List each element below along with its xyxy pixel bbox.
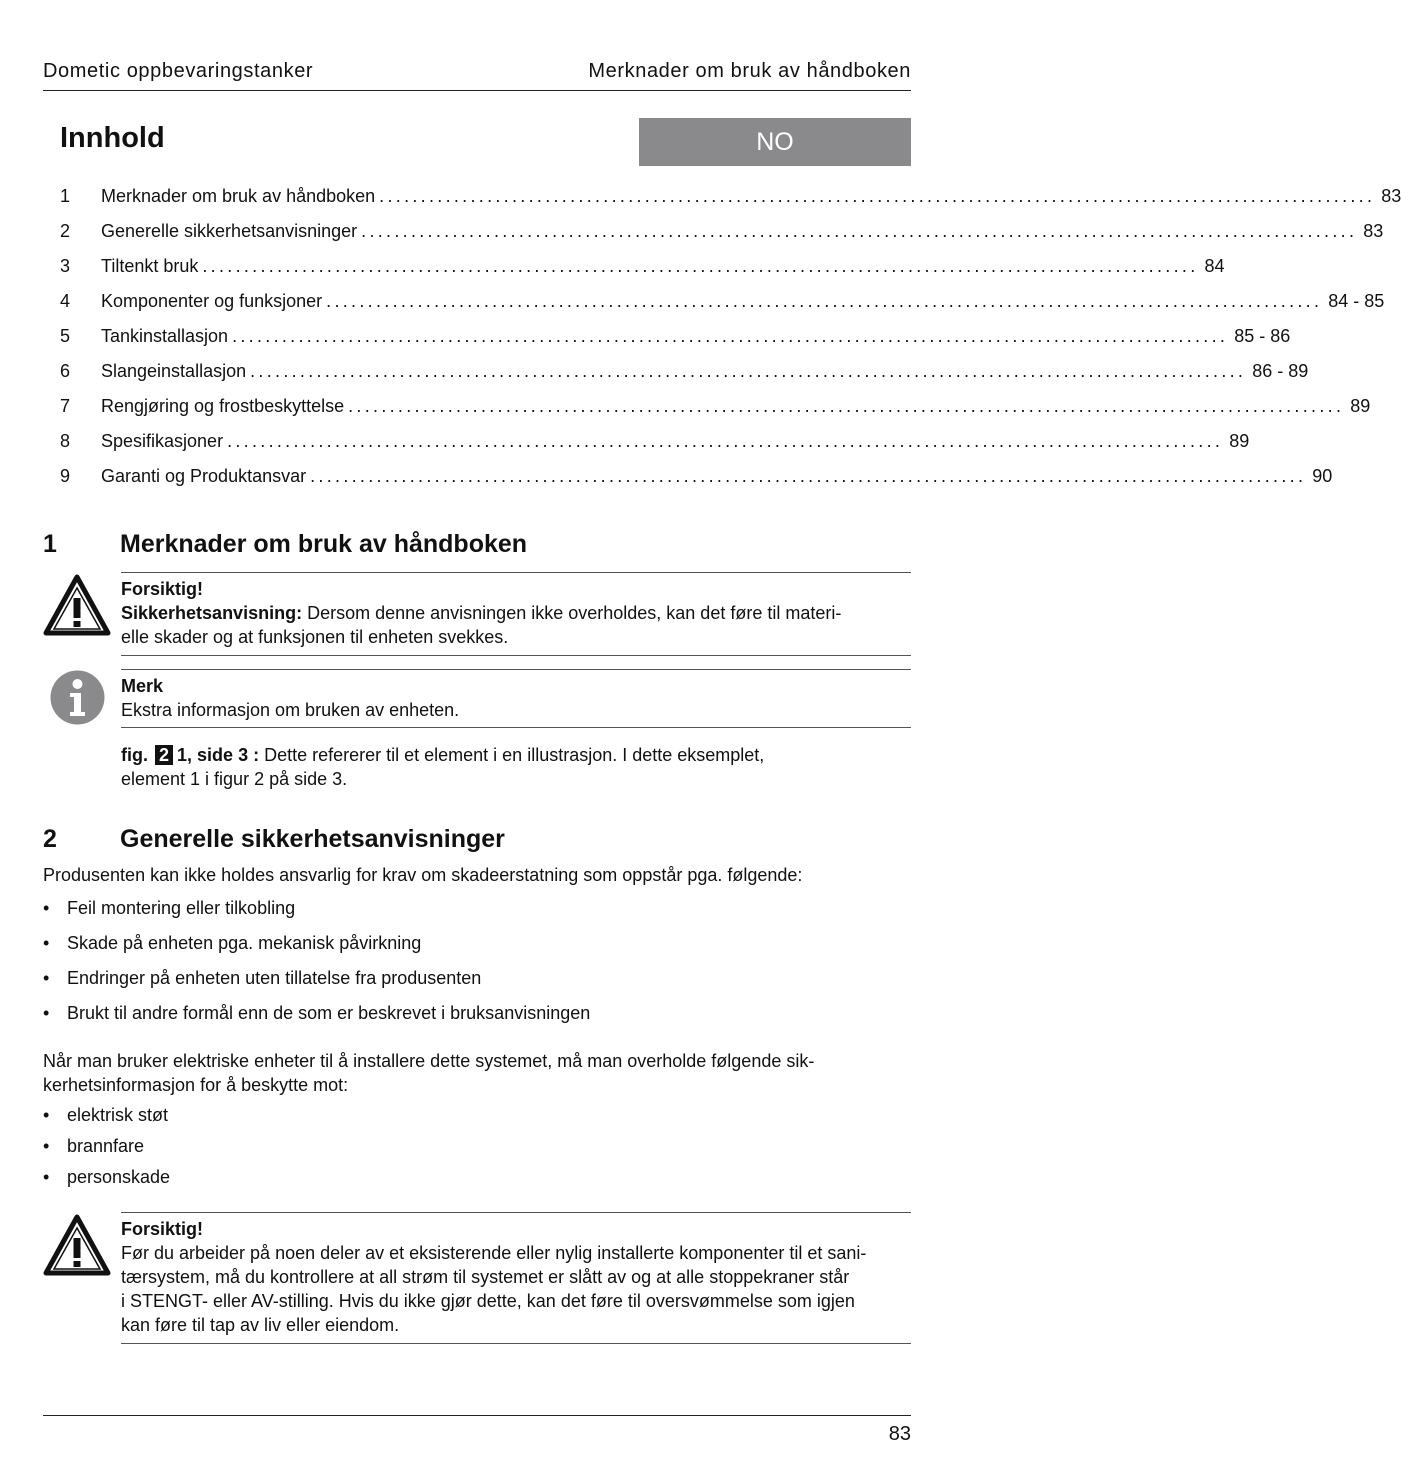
caution-bottom-rule [121, 1343, 911, 1344]
section-2-intro: Produsenten kan ikke holdes ansvarlig for krav om skadeerstatning som oppstår pga. følgende: [43, 865, 803, 885]
caution-text: Dersom denne anvisningen ikke overholdes, kan det føre til materi- [302, 603, 842, 623]
note-bottom-rule [121, 727, 911, 728]
language-tag: NO [639, 118, 911, 166]
caution-heading: Forsiktig! [121, 1219, 204, 1239]
electrical-safety-paragraph [43, 1049, 911, 1097]
toc-entry-page: 90 [1312, 466, 1333, 486]
fig-text: Dette refererer til et element i en illustrasjon. I dette eksemplet, [259, 745, 765, 765]
toc-entry-number: 8 [60, 431, 71, 451]
figure-reference-explanation [121, 743, 911, 791]
toc-leader-dots: ........................................................................................................................ [379, 186, 1376, 206]
list-item: • Endringer på enheten uten tillatelse fra produsenten [43, 968, 590, 1003]
caution-heading: Forsiktig! [121, 579, 204, 599]
section-2-heading [43, 825, 911, 855]
toc-title: Innhold [60, 122, 165, 154]
toc-entry-number: 2 [60, 221, 71, 241]
caution-text-line: Før du arbeider på noen deler av et eksisterende eller nylig installerte komponenter til et sani- [121, 1243, 867, 1263]
toc-leader-dots: ........................................................................................................................ [232, 326, 1229, 346]
toc-entry-number: 7 [60, 396, 71, 416]
list-item: • personskade [43, 1167, 170, 1198]
section-2-title: Generelle sikkerhetsanvisninger [120, 825, 505, 853]
toc-entry[interactable] [60, 221, 1384, 256]
liability-list [43, 898, 590, 1038]
caution-top-rule [121, 1212, 911, 1213]
toc-entry-page: 83 [1381, 186, 1401, 206]
toc-leader-dots: ........................................................................................................................ [361, 221, 1358, 241]
toc-entry-number: 5 [60, 326, 71, 346]
section-1-heading [43, 530, 911, 560]
caution-text-line: kan føre til tap av liv eller eiendom. [121, 1315, 400, 1335]
header-section-title: Merknader om bruk av håndboken [588, 60, 911, 82]
info-icon [50, 670, 105, 725]
section-1-title: Merknader om bruk av håndboken [120, 530, 528, 558]
list-item: • Feil montering eller tilkobling [43, 898, 590, 933]
toc-entry[interactable] [60, 361, 1309, 396]
toc-entry[interactable] [60, 291, 1385, 326]
note-text: Ekstra informasjon om bruken av enheten. [121, 700, 460, 720]
toc-entry-label: Slangeinstallasjon [101, 361, 247, 381]
warning-triangle-icon [43, 574, 111, 636]
list-item: • Brukt til andre formål enn de som er beskrevet i bruksanvisningen [43, 1003, 590, 1038]
toc-leader-dots: ........................................................................................................................ [348, 396, 1345, 416]
caution-text-line: tærsystem, må du kontrollere at all strøm til systemet er slått av og at alle stoppekraner står [121, 1267, 850, 1287]
toc-entry-label: Tiltenkt bruk [101, 256, 199, 276]
toc-entry[interactable] [60, 326, 1291, 361]
section-2-number: 2 [43, 825, 57, 853]
fig-text-line: element 1 i figur 2 på side 3. [121, 769, 348, 789]
caution-lead: Sikkerhetsanvisning: [121, 603, 303, 623]
toc-entry[interactable] [60, 186, 1401, 221]
caution-note-1 [121, 577, 911, 649]
note-top-rule [121, 669, 911, 670]
toc-entry-page: 89 [1350, 396, 1371, 416]
toc-entry-label: Garanti og Produktansvar [101, 466, 307, 486]
toc-entry-number: 6 [60, 361, 71, 381]
header-divider [43, 90, 911, 91]
caution-text-line: elle skader og at funksjonen til enheten svekkes. [121, 627, 509, 647]
toc-entry[interactable] [60, 256, 1225, 291]
toc-entry-page: 83 [1363, 221, 1384, 241]
toc-entry-number: 3 [60, 256, 71, 276]
paragraph-line: kerhetsinformasjon for å beskytte mot: [43, 1075, 349, 1095]
paragraph-line: Når man bruker elektriske enheter til å installere dette systemet, må man overholde følgende sik- [43, 1051, 815, 1071]
toc-entry[interactable] [60, 466, 1333, 501]
toc-entry[interactable] [60, 431, 1250, 466]
caution-note-2 [121, 1217, 911, 1337]
toc-leader-dots: ........................................................................................................................ [326, 291, 1323, 311]
fig-lead: 1, side 3 : [177, 745, 260, 765]
caution-text-line: i STENGT- eller AV-stilling. Hvis du ikke gjør dette, kan det føre til oversvømmelse som igjen [121, 1291, 855, 1311]
footer-divider [43, 1415, 911, 1416]
toc-entry-label: Rengjøring og frostbeskyttelse [101, 396, 345, 416]
toc-leader-dots: ........................................................................................................................ [310, 466, 1307, 486]
list-item: • brannfare [43, 1136, 170, 1167]
hazard-list [43, 1105, 170, 1198]
toc-leader-dots: ........................................................................................................................ [250, 361, 1247, 381]
toc-entry-label: Spesifikasjoner [101, 431, 224, 451]
toc-entry-label: Generelle sikkerhetsanvisninger [101, 221, 358, 241]
toc-entry-number: 9 [60, 466, 71, 486]
toc-leader-dots: ........................................................................................................................ [227, 431, 1224, 451]
page-number: 83 [888, 1423, 911, 1445]
toc-entry[interactable] [60, 396, 1371, 431]
toc-entry-number: 1 [60, 186, 71, 206]
toc-entry-label: Merknader om bruk av håndboken [101, 186, 376, 206]
fig-prefix: fig. [121, 745, 148, 765]
info-note [121, 674, 911, 722]
section-1-number: 1 [43, 530, 57, 558]
caution-bottom-rule [121, 655, 911, 656]
caution-text-line [121, 601, 911, 625]
warning-triangle-icon [43, 1214, 111, 1276]
list-item: • Skade på enheten pga. mekanisk påvirkning [43, 933, 590, 968]
toc-entry-page: 89 [1229, 431, 1250, 451]
figure-number-box: 2 [155, 745, 173, 765]
toc-entry-page: 86 - 89 [1252, 361, 1309, 381]
toc-entry-page: 84 - 85 [1328, 291, 1385, 311]
header-document-title: Dometic oppbevaringstanker [43, 60, 314, 82]
toc-entry-page: 85 - 86 [1234, 326, 1291, 346]
toc-entry-page: 84 [1204, 256, 1225, 276]
toc-leader-dots: ........................................................................................................................ [202, 256, 1199, 276]
toc-entry-label: Komponenter og funksjoner [101, 291, 323, 311]
table-of-contents [60, 186, 1401, 501]
list-item: • elektrisk støt [43, 1105, 170, 1136]
caution-top-rule [121, 572, 911, 573]
note-heading: Merk [121, 676, 164, 696]
toc-entry-label: Tankinstallasjon [101, 326, 229, 346]
toc-entry-number: 4 [60, 291, 71, 311]
